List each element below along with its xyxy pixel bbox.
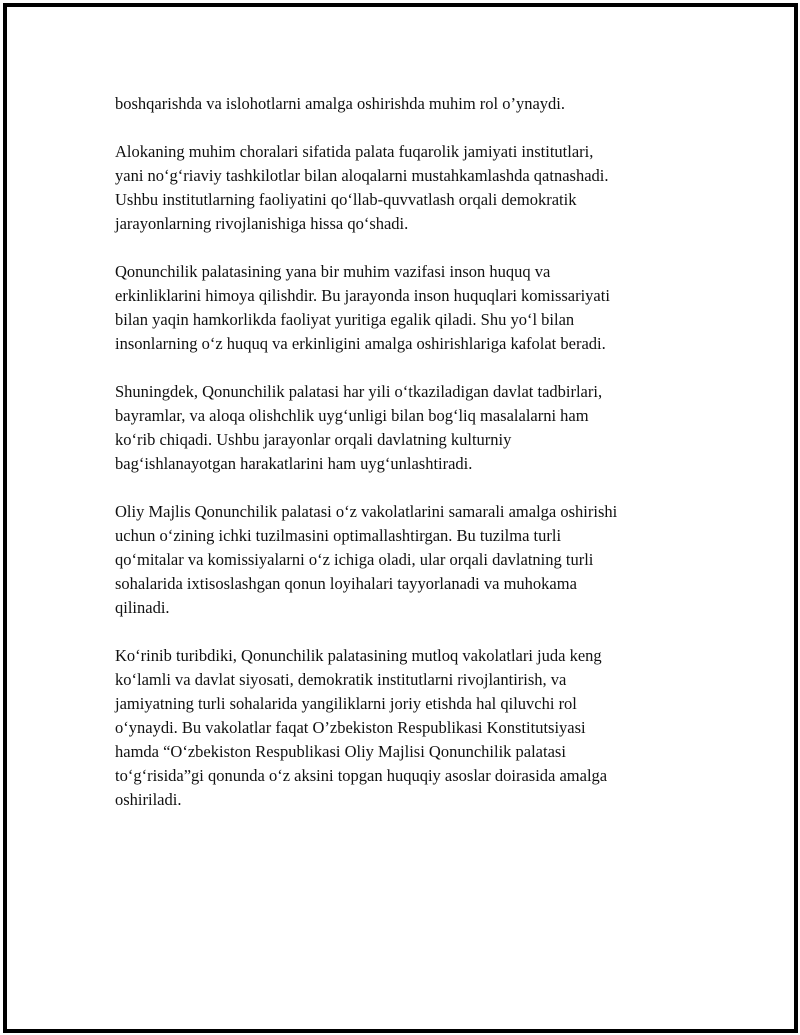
- text-line: Ushbu institutlarning faoliyatini qo‘llab-quvvatlash orqali demokratik: [115, 190, 577, 209]
- text-line: qilinadi.: [115, 598, 170, 617]
- text-line: jarayonlarning rivojlanishiga hissa qo‘shadi.: [115, 214, 409, 233]
- text-line: Alokaning muhim choralari sifatida palata fuqarolik jamiyati institutlari,: [115, 142, 594, 161]
- text-line: Oliy Majlis Qonunchilik palatasi o‘z vakolatlarini samarali amalga oshirishi: [115, 502, 618, 521]
- paragraph-4: [115, 380, 705, 476]
- text-line: ko‘lamli va davlat siyosati, demokratik institutlarni rivojlantirish, va: [115, 670, 567, 689]
- text-line: erkinliklarini himoya qilishdir. Bu jarayonda inson huquqlari komissariyati: [115, 286, 610, 305]
- text-line: bag‘ishlanayotgan harakatlarini ham uyg‘unlashtiradi.: [115, 454, 473, 473]
- paragraph-1: [115, 92, 705, 116]
- text-line: oshiriladi.: [115, 790, 182, 809]
- text-line: hamda “O‘zbekiston Respublikasi Oliy Majlisi Qonunchilik palatasi: [115, 742, 566, 761]
- paragraph-2: [115, 140, 705, 236]
- text-line: Shuningdek, Qonunchilik palatasi har yili o‘tkaziladigan davlat tadbirlari,: [115, 382, 603, 401]
- text-line: yani no‘g‘riaviy tashkilotlar bilan aloqalarni mustahkamlashda qatnashadi.: [115, 166, 609, 185]
- text-line: Qonunchilik palatasining yana bir muhim vazifasi inson huquq va: [115, 262, 551, 281]
- text-line: bayramlar, va aloqa olishchlik uyg‘unligi bilan bog‘liq masalalarni ham: [115, 406, 589, 425]
- text-line: sohalarida ixtisoslashgan qonun loyihalari tayyorlanadi va muhokama: [115, 574, 577, 593]
- text-line: ko‘rib chiqadi. Ushbu jarayonlar orqali davlatning kulturniy: [115, 430, 512, 449]
- document-body: [115, 92, 705, 836]
- text-line: jamiyatning turli sohalarida yangiliklarni joriy etishda hal qiluvchi rol: [115, 694, 577, 713]
- text-line: qo‘mitalar va komissiyalarni o‘z ichiga oladi, ular orqali davlatning turli: [115, 550, 594, 569]
- text-line: uchun o‘zining ichki tuzilmasini optimallashtirgan. Bu tuzilma turli: [115, 526, 562, 545]
- text-line: o‘ynaydi. Bu vakolatlar faqat O’zbekiston Respublikasi Konstitutsiyasi: [115, 718, 586, 737]
- text-line: insonlarning o‘z huquq va erkinligini amalga oshirishlariga kafolat beradi.: [115, 334, 606, 353]
- text-line: Ko‘rinib turibdiki, Qonunchilik palatasining mutloq vakolatlari juda keng: [115, 646, 602, 665]
- text-line: bilan yaqin hamkorlikda faoliyat yuritiga egalik qiladi. Shu yo‘l bilan: [115, 310, 575, 329]
- paragraph-5: [115, 500, 705, 620]
- text-line: to‘g‘risida”gi qonunda o‘z aksini topgan huquqiy asoslar doirasida amalga: [115, 766, 608, 785]
- text-line: boshqarishda va islohotlarni amalga oshirishda muhim rol o’ynaydi.: [115, 94, 566, 113]
- paragraph-3: [115, 260, 705, 356]
- paragraph-6: [115, 644, 705, 812]
